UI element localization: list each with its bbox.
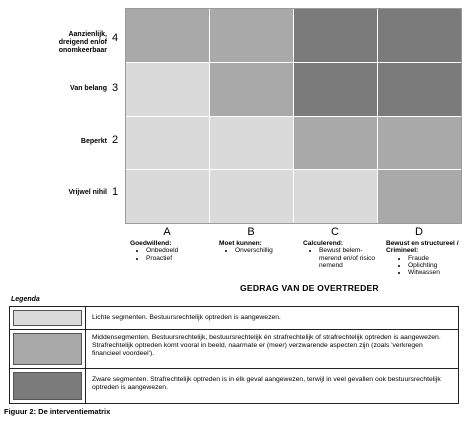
row-number-2: 2 [111, 134, 119, 146]
matrix-cell-d1 [378, 170, 461, 223]
legend-text-heavy: Zware segmenten. Strafrechtelijk optreden is in elk geval aangewezen, terwijl in veel gevallen ook bestuursrechtelijk optreden is aangewezen. [92, 376, 441, 391]
column-desc-a-heading: Goedwillend: [130, 240, 172, 247]
matrix-cell-b2 [210, 117, 293, 170]
column-desc-a-list [130, 247, 210, 262]
figure-caption: Figuur 2: De interventiematrix [4, 407, 111, 416]
legend-swatch-medium [13, 333, 82, 365]
column-desc-b-list [219, 247, 297, 254]
column-desc-d-item: • Fraude [408, 255, 464, 262]
legend-swatch-heavy [13, 372, 82, 400]
legend-table [9, 306, 459, 404]
matrix-cell-b3 [210, 63, 293, 116]
legend-text-light: Lichte segmenten. Bestuursrechtelijk optreden is aangewezen. [92, 314, 281, 321]
legend-text-medium: Middensegmenten. Bestuursrechtelijk, bestuursrechtelijk én strafrechtelijk of strafrechtelijk optreden is aangewezen. Strafrechtelijk optreden komt vooral in beeld, naarmate er (meer) verzwarende aspecten zijn (zoals 'verkregen financieel voordeel'). [92, 334, 441, 357]
column-desc-d-item: • Witwassen [408, 269, 464, 276]
matrix-cell-b1 [210, 170, 293, 223]
column-desc-a-item: • Onbedoeld [146, 247, 210, 254]
column-desc-a [130, 240, 210, 262]
column-desc-d-list [386, 255, 464, 277]
matrix-cell-a1 [126, 170, 209, 223]
row-label-2-line-1: Beperkt [80, 138, 107, 145]
matrix-cell-a2 [126, 117, 209, 170]
legend-row-light [10, 307, 458, 329]
row-label-3-line-1: Van belang [70, 85, 107, 92]
legend-swatch-cell [10, 369, 86, 403]
row-label-4-line-2: dreigend en/of [58, 39, 107, 46]
row-label-2 [81, 138, 107, 146]
column-letter-d: D [415, 226, 423, 238]
column-desc-c [303, 240, 377, 269]
matrix-cell-d4 [378, 9, 461, 62]
column-desc-d [386, 240, 464, 276]
legend-title: Legenda [11, 296, 40, 303]
column-desc-b [219, 240, 297, 255]
matrix-cell-c3 [294, 63, 377, 116]
column-desc-c-heading: Calculerend: [303, 240, 343, 247]
matrix-cell-d2 [378, 117, 461, 170]
row-label-4-line-1: Aanzienlijk, [68, 31, 107, 38]
legend-swatch-cell [10, 307, 86, 329]
column-letter-b: B [247, 226, 255, 238]
matrix-cell-c2 [294, 117, 377, 170]
row-label-4 [59, 31, 107, 55]
column-desc-a-item: • Proactief [146, 255, 210, 262]
row-number-3: 3 [111, 82, 119, 94]
legend-row-heavy [10, 368, 458, 403]
matrix-cell-b4 [210, 9, 293, 62]
matrix-cell-c4 [294, 9, 377, 62]
matrix-cell-c1 [294, 170, 377, 223]
legend-swatch-light [13, 310, 82, 326]
matrix-cell-a3 [126, 63, 209, 116]
column-desc-d-heading: Bewust en structureel / Crimineel: [386, 240, 459, 255]
row-label-3 [70, 85, 107, 93]
column-desc-b-heading: Moet kunnen: [219, 240, 262, 247]
column-desc-d-item: • Oplichting [408, 262, 464, 269]
column-desc-c-list [303, 247, 377, 269]
intervention-matrix [125, 8, 462, 224]
column-desc-c-item: • Bewust belem-merend en/of risico nemend [319, 247, 377, 269]
row-label-4-line-3: onomkeerbaar [58, 47, 107, 54]
column-letter-a: A [163, 226, 171, 238]
matrix-cell-d3 [378, 63, 461, 116]
row-number-1: 1 [111, 186, 119, 198]
row-number-4: 4 [111, 32, 119, 44]
legend [9, 296, 457, 404]
legend-swatch-cell [10, 330, 86, 368]
column-desc-b-item: • Onverschillig [235, 247, 297, 254]
x-axis-title: GEDRAG VAN DE OVERTREDER [240, 283, 379, 293]
matrix-cell-a4 [126, 9, 209, 62]
legend-row-medium [10, 329, 458, 368]
row-label-1 [68, 189, 107, 197]
row-label-1-line-1: Vrijwel nihil [68, 189, 107, 196]
column-letter-c: C [331, 226, 339, 238]
